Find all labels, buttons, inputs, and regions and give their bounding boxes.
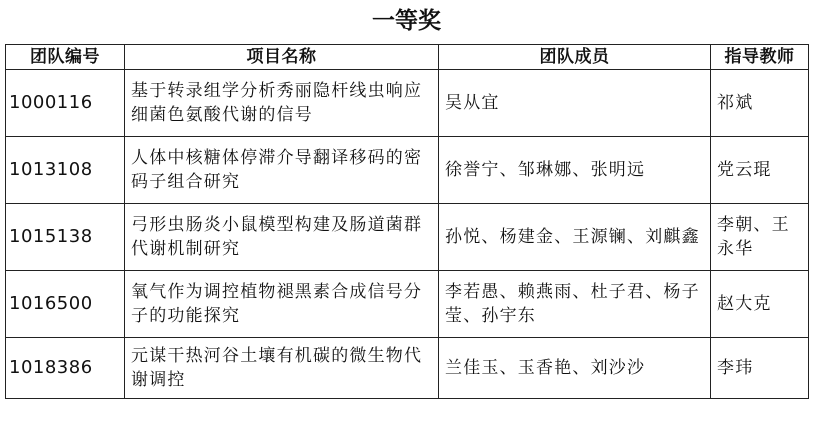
header-team-id: 团队编号	[6, 45, 125, 70]
table-row	[6, 137, 809, 204]
team-members-cell: 徐誉宁、邹琳娜、张明远	[439, 137, 711, 204]
table-row	[6, 70, 809, 137]
project-name-cell: 基于转录组学分析秀丽隐杆线虫响应细菌色氨酸代谢的信号	[125, 70, 439, 137]
table-row	[6, 271, 809, 338]
advisor-cell: 李玮	[711, 338, 809, 399]
team-id-cell: 1000116	[6, 70, 125, 137]
project-name-cell: 弓形虫肠炎小鼠模型构建及肠道菌群代谢机制研究	[125, 204, 439, 271]
header-advisor: 指导教师	[711, 45, 809, 70]
header-team-members: 团队成员	[439, 45, 711, 70]
team-members-cell: 吴从宜	[439, 70, 711, 137]
advisor-cell: 李朝、王永华	[711, 204, 809, 271]
team-id-cell: 1015138	[6, 204, 125, 271]
advisor-cell: 祁斌	[711, 70, 809, 137]
advisor-cell: 赵大克	[711, 271, 809, 338]
table-row	[6, 338, 809, 399]
page-title: 一等奖	[372, 8, 441, 34]
project-name-cell: 人体中核糖体停滞介导翻译移码的密码子组合研究	[125, 137, 439, 204]
awards-table	[5, 44, 809, 399]
project-name-cell: 元谋干热河谷土壤有机碳的微生物代谢调控	[125, 338, 439, 399]
header-project-name: 项目名称	[125, 45, 439, 70]
table-header-row	[6, 45, 809, 70]
table-row	[6, 204, 809, 271]
project-name-cell: 氧气作为调控植物褪黑素合成信号分子的功能探究	[125, 271, 439, 338]
team-id-cell: 1018386	[6, 338, 125, 399]
team-members-cell: 李若愚、赖燕雨、杜子君、杨子莹、孙宇东	[439, 271, 711, 338]
team-id-cell: 1013108	[6, 137, 125, 204]
advisor-cell: 党云琨	[711, 137, 809, 204]
team-id-cell: 1016500	[6, 271, 125, 338]
team-members-cell: 兰佳玉、玉香艳、刘沙沙	[439, 338, 711, 399]
team-members-cell: 孙悦、杨建金、王源镧、刘麒鑫	[439, 204, 711, 271]
